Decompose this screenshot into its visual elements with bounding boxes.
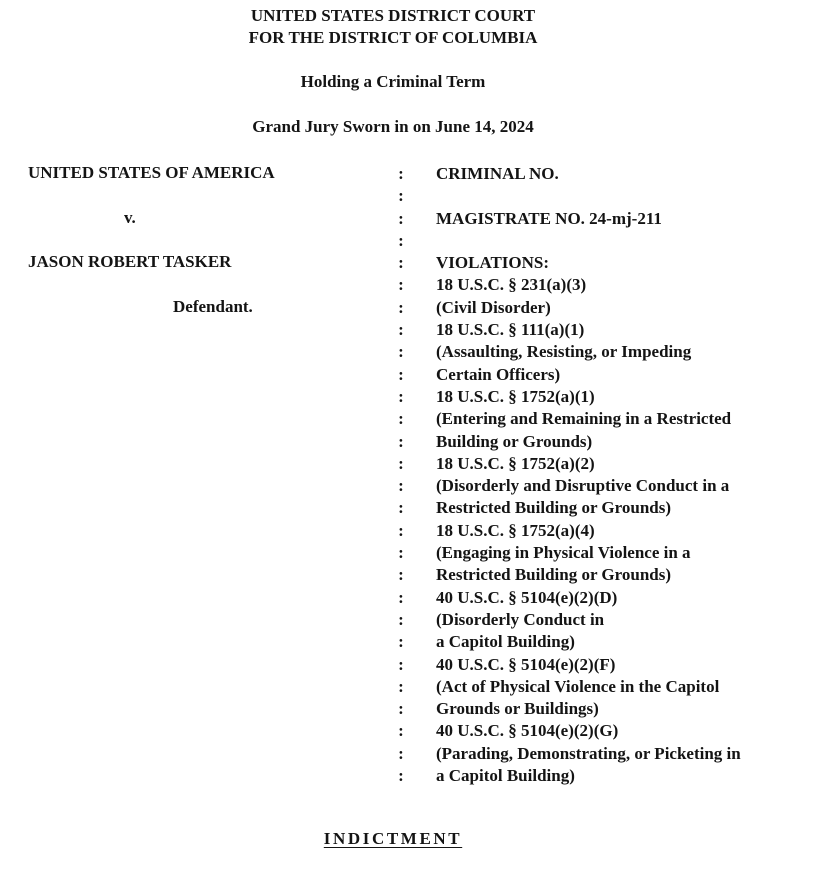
case-details-column — [436, 163, 741, 787]
document-title-text: INDICTMENT — [323, 829, 463, 848]
plaintiff-name: UNITED STATES OF AMERICA — [28, 163, 275, 182]
violation-line: 40 U.S.C. § 5104(e)(2)(F) — [436, 654, 616, 674]
caption-colon: : — [398, 164, 404, 183]
caption-colon: : — [398, 230, 404, 250]
caption-colon: : — [398, 253, 404, 273]
violation-line: 40 U.S.C. § 5104(e)(2)(G) — [436, 721, 619, 741]
caption-colon: : — [398, 699, 404, 719]
caption-colon: : — [398, 565, 404, 585]
caption-colon: : — [398, 520, 404, 540]
violation-line: (Disorderly Conduct in — [436, 609, 605, 629]
violation-line: (Assaulting, Resisting, or Impeding — [436, 342, 692, 362]
caption-colon: : — [398, 386, 404, 406]
violation-line: 18 U.S.C. § 1752(a)(2) — [436, 453, 595, 473]
violation-line: (Disorderly and Disruptive Conduct in a — [436, 476, 730, 496]
violation-line: 18 U.S.C. § 231(a)(3) — [436, 275, 587, 295]
caption-colon: : — [398, 453, 404, 473]
caption-colon: : — [398, 320, 404, 340]
violation-line: Restricted Building or Grounds) — [436, 498, 672, 518]
caption-colon-column — [396, 163, 406, 787]
caption-colon: : — [398, 766, 404, 786]
caption-colon: : — [398, 676, 404, 696]
violations-heading: VIOLATIONS: — [436, 253, 550, 273]
violation-line: (Parading, Demonstrating, or Picketing in — [436, 743, 741, 763]
magistrate-number: MAGISTRATE NO. 24-mj-211 — [436, 208, 662, 228]
caption-colon: : — [398, 409, 404, 429]
versus-label: v. — [124, 208, 136, 227]
caption-colon: : — [398, 297, 404, 317]
caption-colon: : — [398, 364, 404, 384]
violation-line: 18 U.S.C. § 1752(a)(1) — [436, 386, 595, 406]
document-title — [0, 829, 786, 849]
violation-line: 40 U.S.C. § 5104(e)(2)(D) — [436, 587, 618, 607]
violation-line: (Civil Disorder) — [436, 297, 551, 317]
caption-colon: : — [398, 498, 404, 518]
defendant-name: JASON ROBERT TASKER — [28, 252, 232, 271]
caption-colon: : — [398, 186, 404, 206]
violation-line: Building or Grounds) — [436, 431, 593, 451]
violation-line: a Capitol Building) — [436, 632, 575, 652]
grand-jury-date: Grand Jury Sworn in on June 14, 2024 — [252, 117, 534, 136]
caption-colon: : — [398, 208, 404, 228]
caption-colon: : — [398, 654, 404, 674]
violation-line: (Act of Physical Violence in the Capitol — [436, 676, 720, 696]
violation-line: 18 U.S.C. § 111(a)(1) — [436, 320, 585, 340]
caption-colon: : — [398, 721, 404, 741]
criminal-number: CRIMINAL NO. — [436, 164, 559, 183]
caption-colon: : — [398, 275, 404, 295]
caption-colon: : — [398, 587, 404, 607]
caption-colon: : — [398, 342, 404, 362]
court-name-line2: FOR THE DISTRICT OF COLUMBIA — [248, 28, 538, 47]
court-name-line1: UNITED STATES DISTRICT COURT — [250, 6, 536, 25]
caption-colon: : — [398, 743, 404, 763]
violation-line: (Engaging in Physical Violence in a — [436, 543, 691, 563]
caption-colon: : — [398, 632, 404, 652]
defendant-label: Defendant. — [173, 297, 253, 316]
caption-colon: : — [398, 609, 404, 629]
violation-line: Restricted Building or Grounds) — [436, 565, 672, 585]
violation-line: a Capitol Building) — [436, 766, 575, 786]
caption-colon: : — [398, 431, 404, 451]
caption-colon: : — [398, 476, 404, 496]
violation-line: (Entering and Remaining in a Restricted — [436, 409, 732, 429]
violation-line: Certain Officers) — [436, 364, 561, 384]
criminal-term: Holding a Criminal Term — [300, 72, 486, 91]
violation-line: 18 U.S.C. § 1752(a)(4) — [436, 520, 595, 540]
caption-colon: : — [398, 543, 404, 563]
violation-line: Grounds or Buildings) — [436, 699, 599, 719]
